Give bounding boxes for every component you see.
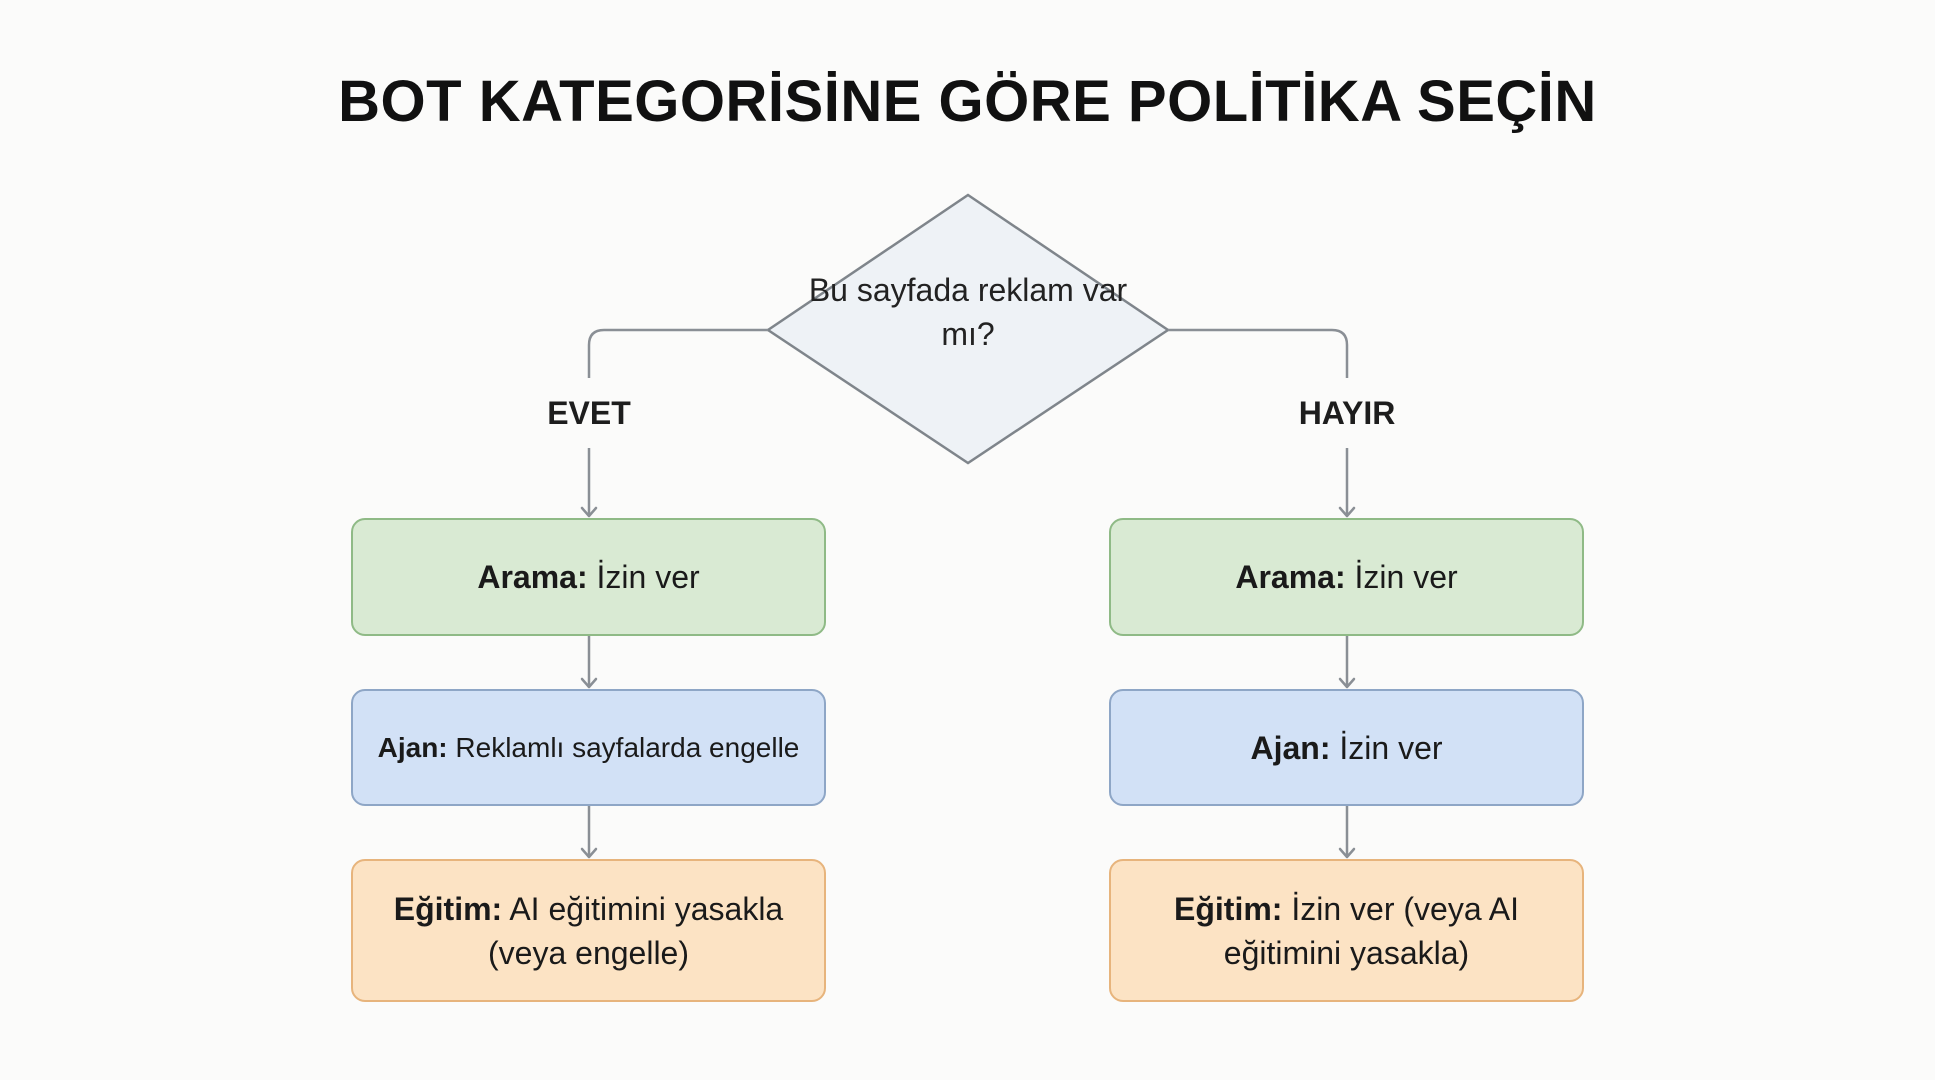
no-agent-policy-box bbox=[1109, 689, 1584, 806]
connector-no-branch bbox=[1168, 330, 1347, 378]
no-agent-key: Ajan: bbox=[1250, 729, 1331, 766]
no-training-key: Eğitim: bbox=[1174, 890, 1283, 927]
yes-search-value: İzin ver bbox=[587, 559, 700, 595]
yes-training-value: AI eğitimini yasakla (veya engelle) bbox=[488, 890, 784, 971]
yes-training-key: Eğitim: bbox=[393, 890, 503, 927]
yes-training-policy-box bbox=[351, 859, 826, 1002]
yes-agent-value: Reklamlı sayfalarda engelle bbox=[447, 731, 800, 763]
connector-yes-branch bbox=[589, 330, 768, 378]
yes-agent-policy-box bbox=[351, 689, 826, 806]
yes-search-policy-box bbox=[351, 518, 826, 636]
yes-agent-key: Ajan: bbox=[377, 731, 448, 763]
no-training-value: İzin ver (veya AI eğitimini yasakla) bbox=[1223, 890, 1519, 971]
decision-question: Bu sayfada reklam var mı? bbox=[808, 272, 1128, 352]
no-search-key: Arama: bbox=[1235, 559, 1346, 595]
branch-label-no: HAYIR bbox=[1298, 395, 1396, 431]
yes-search-key: Arama: bbox=[477, 559, 588, 595]
no-search-policy-box bbox=[1109, 518, 1584, 636]
no-search-value: İzin ver bbox=[1345, 559, 1458, 595]
branch-label-yes: EVET bbox=[547, 395, 631, 431]
no-training-policy-box bbox=[1109, 859, 1584, 1002]
page-title: BOT KATEGORİSİNE GÖRE POLİTİKA SEÇİN bbox=[338, 69, 1597, 134]
no-agent-value: İzin ver bbox=[1330, 729, 1443, 766]
